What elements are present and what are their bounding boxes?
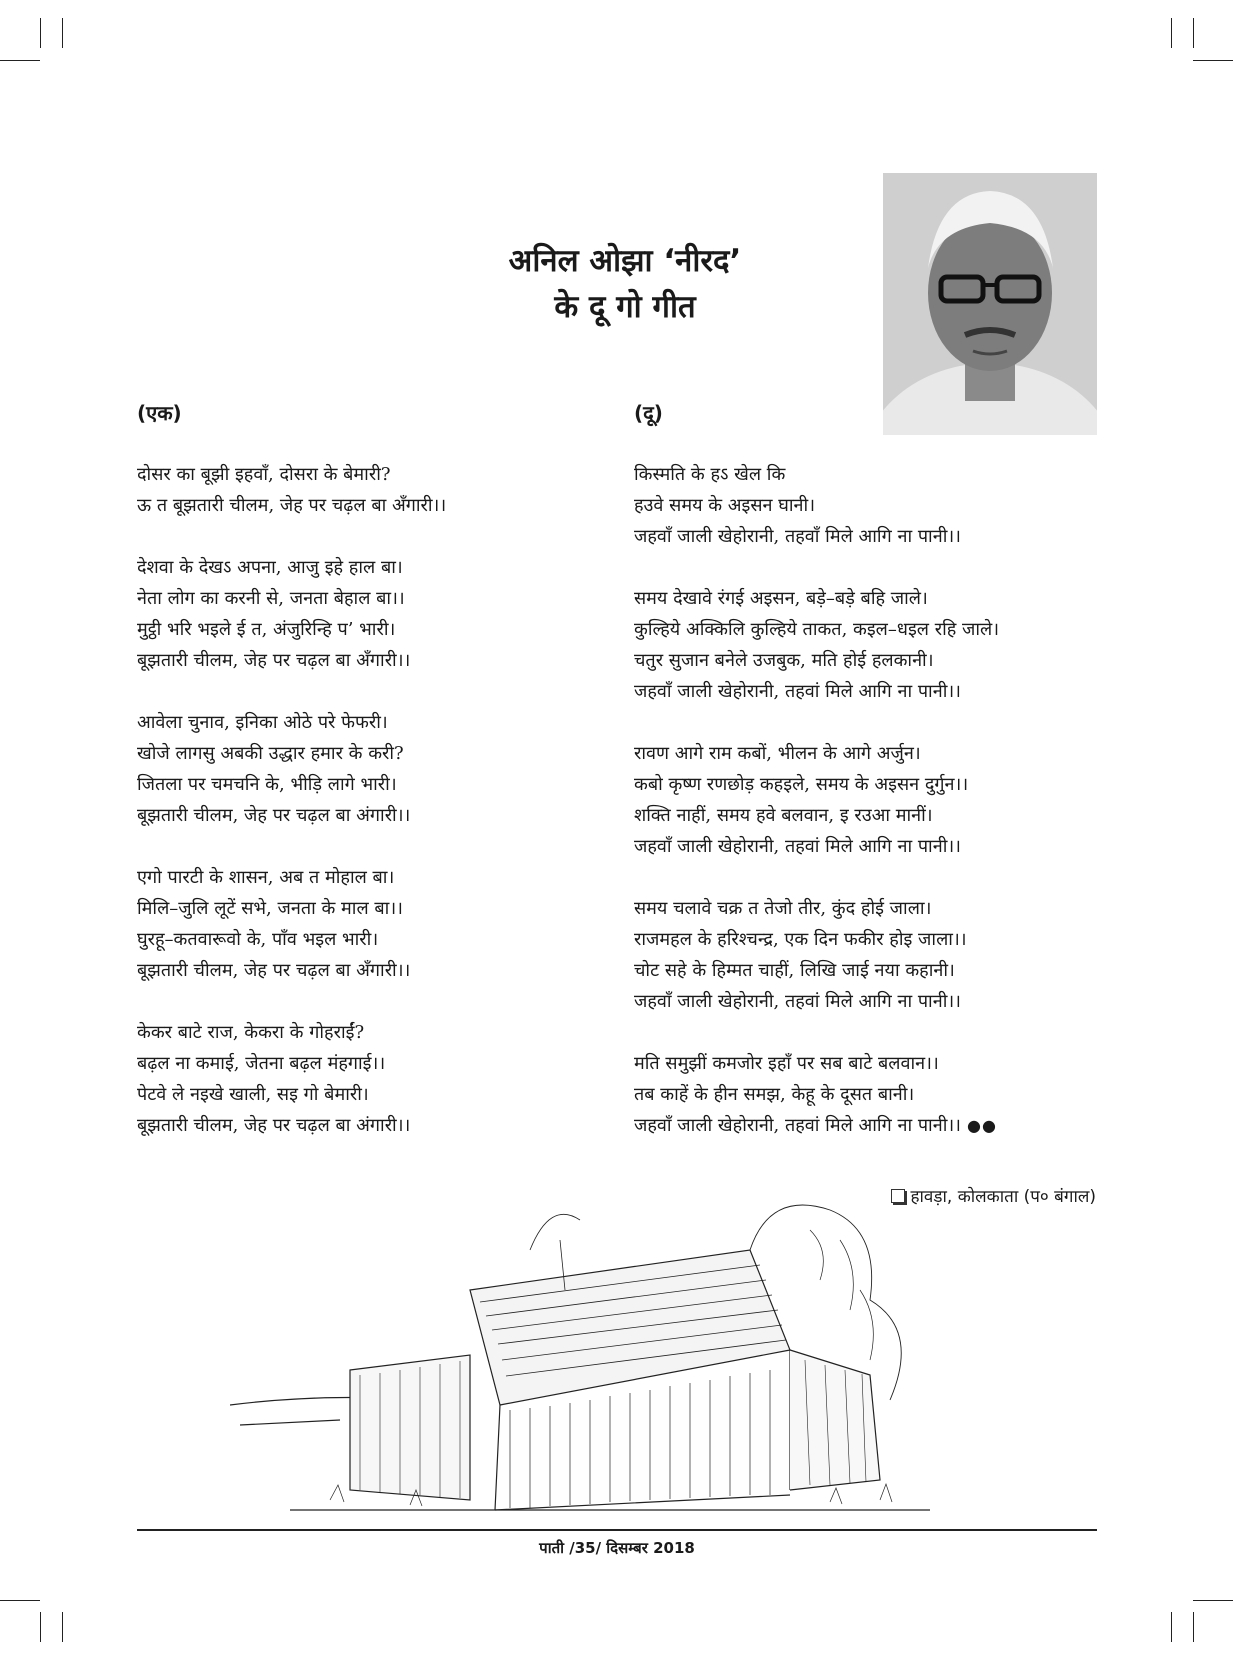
verse-text: जहवाँ जाली खेहोरानी, तहवां मिले आगि ना पानी।। (634, 1115, 962, 1136)
page-footer: पाती /35/ दिसम्बर 2018 (539, 1539, 695, 1557)
stanza (634, 1048, 1104, 1141)
stanza (634, 738, 1104, 862)
verse-line: जहवाँ जाली खेहोरानी, तहवाँ मिले आगि ना पानी।। (634, 526, 962, 547)
verse-line: नेता लोग का करनी से, जनता बेहाल बा।। (137, 588, 405, 609)
verse-line: बूझतारी चीलम, जेह पर चढ़ल बा अँगारी।। (137, 960, 411, 981)
page-title (430, 238, 820, 330)
verse-line: ऊ त बूझतारी चीलम, जेह पर चढ़ल बा अँगारी।। (137, 495, 447, 516)
crop-mark (62, 18, 63, 48)
stanza (634, 459, 1104, 552)
end-mark: ●● (967, 1116, 997, 1135)
verse-line: बढ़ल ना कमाई, जेतना बढ़ल मंहगाई।। (137, 1053, 386, 1074)
crop-mark (0, 60, 40, 61)
crop-mark (1193, 1600, 1233, 1601)
verse-line: खोजे लागसु अबकी उद्धार हमार के करी? (137, 743, 404, 764)
verse-line: मिलि–जुलि लूटें सभे, जनता के माल बा।। (137, 898, 403, 919)
verse-line: एगो पारटी के शासन, अब त मोहाल बा। (137, 867, 395, 888)
verse-line: जहवाँ जाली खेहोरानी, तहवां मिले आगि ना पानी।। (634, 681, 962, 702)
stanza (634, 583, 1104, 707)
verse-line: घुरहू–कतवारूवो के, पाँव भइल भारी। (137, 929, 379, 950)
poem-two-heading: (दू) (634, 401, 663, 425)
verse-line: देशवा के देखऽ अपना, आजु इहे हाल बा। (137, 557, 403, 578)
verse-line: केकर बाटे राज, केकरा के गोहराईं? (137, 1022, 365, 1043)
crop-mark (1171, 1612, 1172, 1642)
hut-sketch-illustration (230, 1190, 930, 1520)
stanza (137, 1017, 607, 1141)
verse-line: मुट्ठी भरि भइले ई त, अंजुरिन्हि प’ भारी। (137, 619, 396, 640)
verse-line: दोसर का बूझी इहवाँ, दोसरा के बेमारी? (137, 464, 391, 485)
author-photo (883, 173, 1097, 435)
verse-line: पेटवे ले नइखे खाली, सइ गो बेमारी। (137, 1084, 369, 1105)
verse-line: जितला पर चमचनि के, भीड़ि लागे भारी। (137, 774, 397, 795)
verse-line: किस्मति के हऽ खेल कि (634, 464, 786, 485)
verse-line: बूझतारी चीलम, जेह पर चढ़ल बा अंगारी।। (137, 1115, 411, 1136)
verse-line: कुल्हिये अक्किलि कुल्हिये ताकत, कइल–धइल रहि जाले। (634, 619, 1000, 640)
crop-mark (62, 1612, 63, 1642)
crop-mark (1193, 1612, 1194, 1642)
crop-mark (0, 1600, 40, 1601)
crop-mark (1171, 18, 1172, 48)
stanza (137, 707, 607, 831)
title-author: अनिल ओझा ‘नीरद’ (508, 243, 742, 279)
poem-one (137, 398, 607, 1172)
verse-line: बूझतारी चीलम, जेह पर चढ़ल बा अँगारी।। (137, 650, 411, 671)
title-subtitle: के दू गो गीत (554, 289, 696, 325)
verse-line: चोट सहे के हिम्मत चाहीं, लिखि जाई नया कहानी। (634, 960, 955, 981)
poem-two (634, 398, 1104, 1172)
crop-mark (1193, 60, 1233, 61)
location-text: हावड़ा, कोलकाता (प० बंगाल) (910, 1187, 1096, 1207)
crop-mark (1193, 18, 1194, 48)
stanza (137, 552, 607, 676)
verse-line: समय देखावे रंगई अइसन, बड़े–बड़े बहि जाले। (634, 588, 928, 609)
verse-line: मति समुझीं कमजोर इहाँ पर सब बाटे बलवान।। (634, 1053, 939, 1074)
verse-line: रावण आगे राम कबों, भीलन के आगे अर्जुन। (634, 743, 921, 764)
verse-line: चतुर सुजान बनेले उजबुक, मति होई हलकानी। (634, 650, 934, 671)
verse-line: जहवाँ जाली खेहोरानी, तहवां मिले आगि ना पानी।। (634, 836, 962, 857)
verse-line: समय चलावे चक्र त तेजो तीर, कुंद होई जाला। (634, 898, 932, 919)
crop-mark (40, 18, 41, 48)
stanza (137, 459, 607, 521)
verse-line: बूझतारी चीलम, जेह पर चढ़ल बा अंगारी।। (137, 805, 411, 826)
verse-line (634, 1110, 1104, 1141)
verse-line: राजमहल के हरिश्चन्द्र, एक दिन फकीर होइ जाला।। (634, 929, 967, 950)
verse-line: हउवे समय के अइसन घानी। (634, 495, 816, 516)
verse-line: जहवाँ जाली खेहोरानी, तहवां मिले आगि ना पानी।। (634, 991, 962, 1012)
footer-rule (137, 1529, 1097, 1531)
stanza (634, 893, 1104, 1017)
stanza (137, 862, 607, 986)
verse-line: शक्ति नाहीं, समय हवे बलवान, इ रउआ मानीं। (634, 805, 933, 826)
poem-one-heading: (एक) (137, 401, 182, 425)
verse-line: कबो कृष्ण रणछोड़ कहइले, समय के अइसन दुर्गुन।। (634, 774, 969, 795)
crop-mark (40, 1612, 41, 1642)
verse-line: आवेला चुनाव, इनिका ओठे परे फेफरी। (137, 712, 388, 733)
verse-line: तब काहें के हीन समझ, केहू के दूसत बानी। (634, 1084, 915, 1105)
